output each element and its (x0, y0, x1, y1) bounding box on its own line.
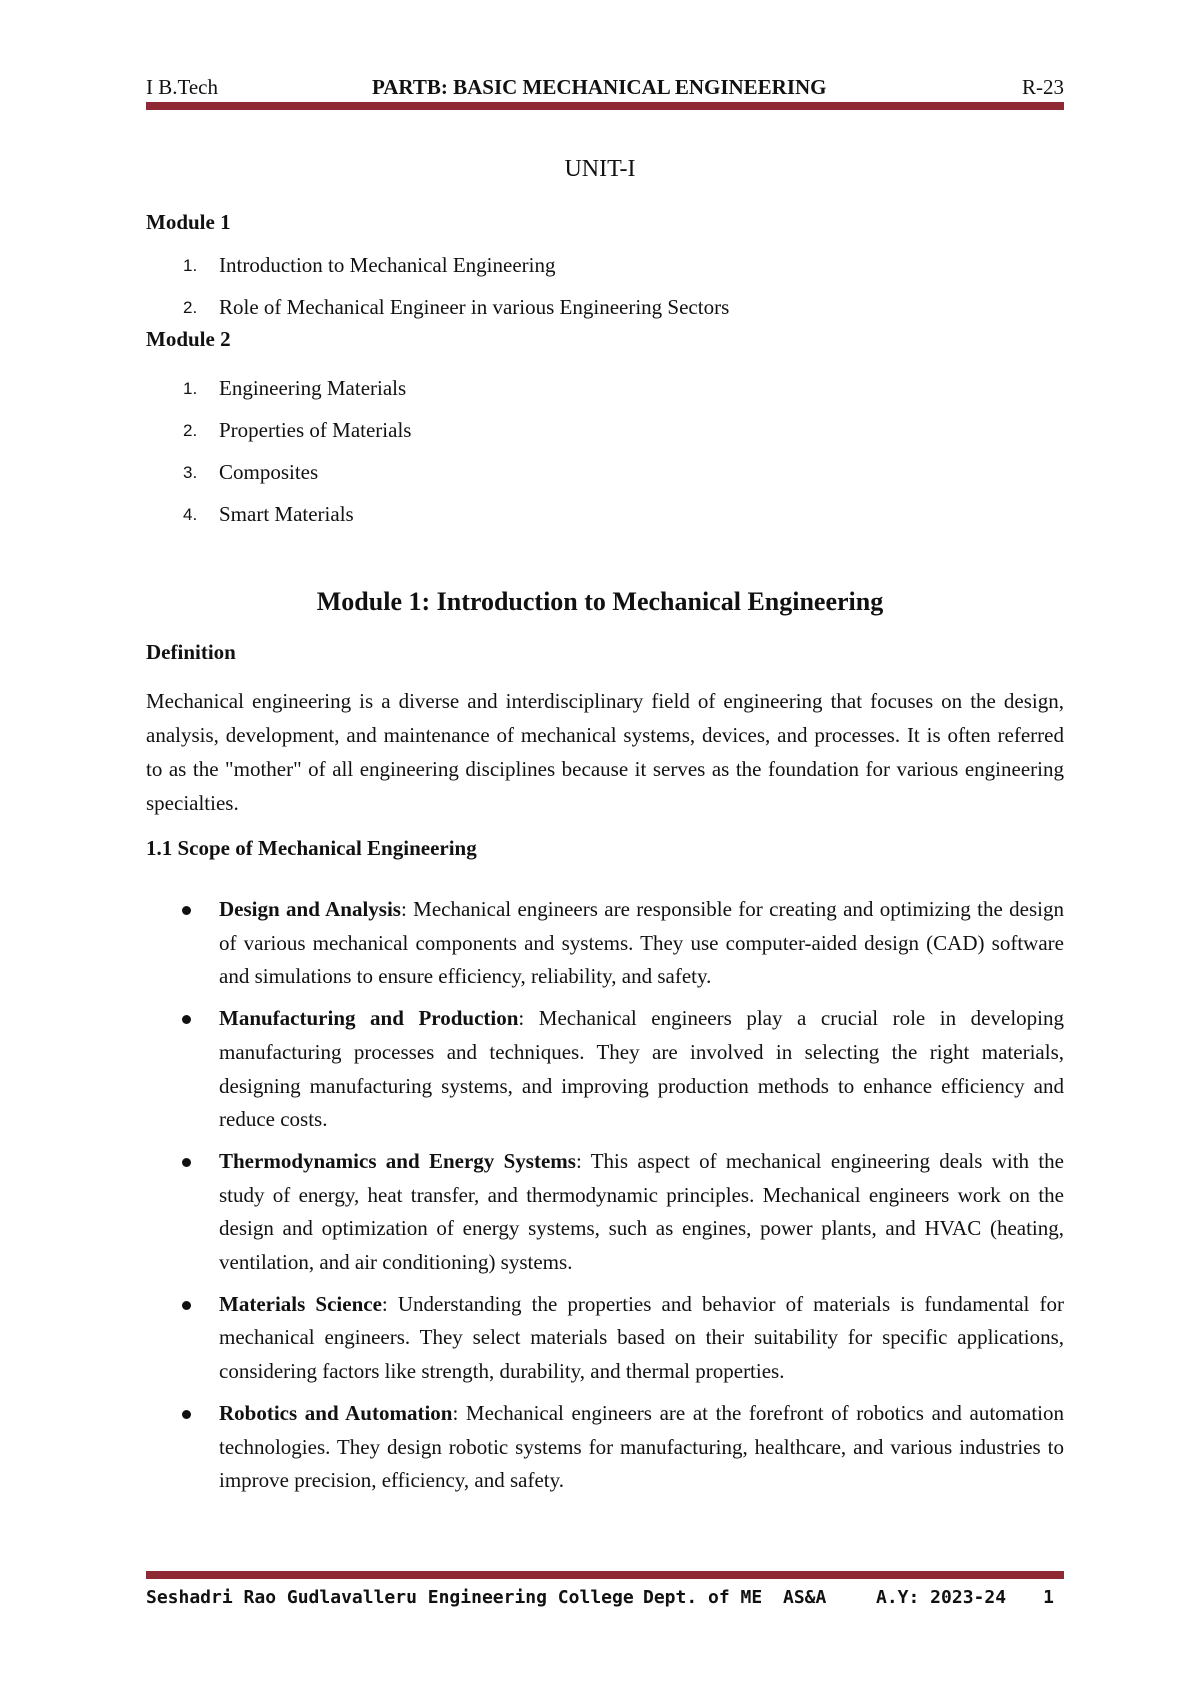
footer-year: A.Y: 2023-24 (876, 1587, 1007, 1608)
footer-dept: Dept. of ME (643, 1587, 763, 1608)
bullet-icon (182, 1158, 191, 1167)
header-regulation: R-23 (1022, 75, 1064, 99)
module-1-list (146, 250, 729, 334)
scope-item-manufacturing (146, 1002, 1064, 1137)
scope-text: : This aspect of mechanical engineering deals with the study of energy, heat transfer, and thermodynamic principles. Mechanical engineers work on the design and optimization of energy systems, such as engines, power plants, and HVAC (heating, ventilation, and air conditioning) systems. (219, 1148, 1064, 1275)
scope-term: Thermodynamics and Energy Systems (219, 1148, 576, 1173)
list-text: Engineering Materials (219, 376, 407, 400)
list-number: 1. (183, 256, 198, 275)
definition-paragraph: Mechanical engineering is a diverse and interdisciplinary field of engineering that focuses on the design, analysis, development, and maintenance of mechanical systems, devices, and processes. It is often referred to as the "mother" of all engineering disciplines because it serves as the foundation for various engineering specialties. (146, 689, 1064, 815)
list-item (146, 415, 411, 457)
list-text: Properties of Materials (219, 418, 412, 442)
scope-text: : Mechanical engineers are responsible for creating and optimizing the design of various mechanical components and systems. They use computer-aided design (CAD) software and simulations to ensure efficiency, reliability, and safety. (219, 897, 1064, 989)
list-item (146, 457, 411, 499)
list-number: 2. (183, 421, 198, 440)
list-text: Composites (219, 460, 319, 484)
scope-heading: 1.1 Scope of Mechanical Engineering (146, 836, 477, 860)
scope-item-thermodynamics (146, 1145, 1064, 1280)
scope-text: : Mechanical engineers play a crucial role in developing manufacturing processes and techniques. They are involved in selecting the right materials, designing manufacturing systems, and improving production methods to enhance efficiency and reduce costs. (219, 1006, 1064, 1132)
scope-item-robotics (146, 1397, 1064, 1498)
footer-college: Seshadri Rao Gudlavalleru Engineering College (146, 1587, 634, 1608)
bullet-icon (182, 1015, 191, 1024)
module-1-title: Module 1 (146, 210, 231, 234)
definition-heading: Definition (146, 640, 236, 664)
page-header (146, 70, 1064, 102)
scope-term: Materials Science (219, 1291, 382, 1316)
scope-text: : Understanding the properties and behavior of materials is fundamental for mechanical engineers. They select materials based on their suitability for specific applications, considering factors like strength, durability, and thermal properties. (219, 1291, 1064, 1384)
list-text: Smart Materials (219, 502, 354, 526)
list-number: 4. (183, 505, 198, 524)
module-2-title: Module 2 (146, 327, 231, 351)
header-rule (146, 102, 1064, 110)
scope-text: : Mechanical engineers are at the forefront of robotics and automation technologies. They design robotic systems for manufacturing, healthcare, and various industries to improve precision, efficiency, and safety. (219, 1400, 1065, 1493)
list-item (146, 250, 729, 292)
page-footer (146, 1585, 1064, 1615)
page-number: 1 (1043, 1587, 1054, 1608)
list-number: 3. (183, 463, 198, 482)
footer-section: AS&A (783, 1587, 827, 1608)
bullet-icon (182, 906, 191, 915)
header-subject: PARTB: BASIC MECHANICAL ENGINEERING (372, 75, 827, 99)
bullet-icon (182, 1301, 191, 1310)
bullet-icon (182, 1410, 191, 1419)
list-item (146, 499, 411, 541)
list-text: Introduction to Mechanical Engineering (219, 253, 556, 277)
scope-term: Robotics and Automation (219, 1400, 453, 1425)
footer-rule (146, 1571, 1064, 1579)
list-item (146, 292, 729, 334)
scope-list (146, 893, 1064, 1506)
scope-term: Manufacturing and Production (219, 1006, 519, 1031)
list-text: Role of Mechanical Engineer in various Engineering Sectors (219, 295, 730, 319)
list-item (146, 373, 411, 415)
scope-term: Design and Analysis (219, 897, 401, 921)
list-number: 2. (183, 298, 198, 317)
scope-item-design (146, 893, 1064, 994)
list-number: 1. (183, 379, 198, 398)
scope-item-materials (146, 1288, 1064, 1389)
unit-title: UNIT-I (564, 156, 636, 182)
module-2-list (146, 373, 411, 541)
section-heading: Module 1: Introduction to Mechanical Engineering (316, 587, 884, 616)
header-course: I B.Tech (146, 75, 219, 99)
